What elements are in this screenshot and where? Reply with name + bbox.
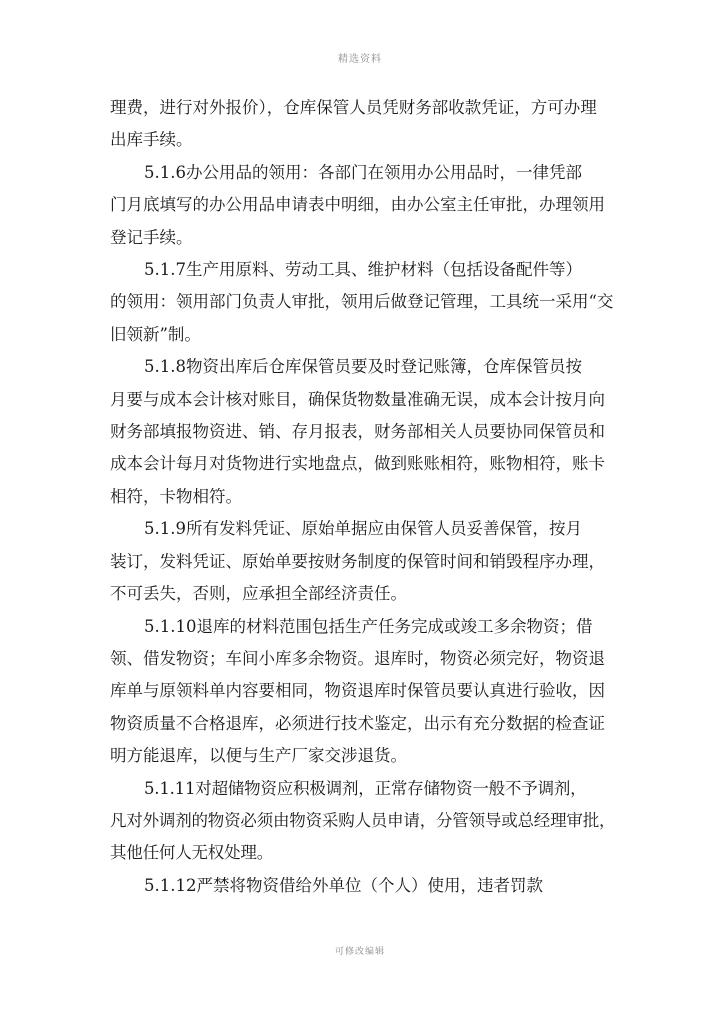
page-footer: 可修改编辑 [334,947,385,957]
paragraph-5-1-7: 5.1.7生产用原料、劳动工具、维护材料（包括设备配件等） 的领用：领用部门负责人审批，领用后做登记管理，工具统一采用“交 旧领新”制。 [110,260,614,344]
paragraph-5-1-12: 5.1.12严禁将物资借给外单位（个人）使用，违者罚款 [144,875,543,895]
paragraph-5-1-11: 5.1.11对超储物资应积极调剂，正常存储物资一般不予调剂， 凡对外调剂的物资必须由物资采购人员申请，分管领导或总经理审批， 其他任何人无权处理。 [110,778,616,863]
paragraph-5-1-8: 5.1.8物资出库后仓库保管员要及时登记账簿，仓库保管员按 月要与成本会计核对账目，确保货物数量准确无误，成本会计按月向 财务部填报物资进、销、存月报表，财务部相关人员要协同保管员和 成本会计每月对货物进行实地盘点，做到账账相符，账物相符，账卡 相符，卡物相符。 [110,357,605,506]
page-header: 精选资料 [338,54,382,65]
paragraph-5-1-6: 5.1.6办公用品的领用：各部门在领用办公用品时，一律凭部 门月底填写的办公用品申请表中明细，由办公室主任审批，办理领用 登记手续。 [110,162,605,247]
paragraph-5-1-9: 5.1.9所有发料凭证、原始单据应由保管人员妥善保管，按月 装订，发料凭证、原始单要按财务制度的保管时间和销毁程序办理， 不可丢失，否则，应承担全部经济责任。 [110,519,605,604]
paragraph-continuation: 理费，进行对外报价），仓库保管人员凭财务部收款凭证，方可办理 出库手续。 [110,98,597,150]
document-body [110,92,616,902]
paragraph-5-1-10: 5.1.10退库的材料范围包括生产任务完成或竣工多余物资；借 领、借发物资；车间小库多余物资。退库时，物资必须完好，物资退 库单与原领料单内容要相同，物资退库时保管员要认真进行验收，因 物资质量不合格退库，必须进行技术鉴定，出示有充分数据的检查证 明方能退库，以便与生产厂家交涉退货。 [110,616,605,766]
